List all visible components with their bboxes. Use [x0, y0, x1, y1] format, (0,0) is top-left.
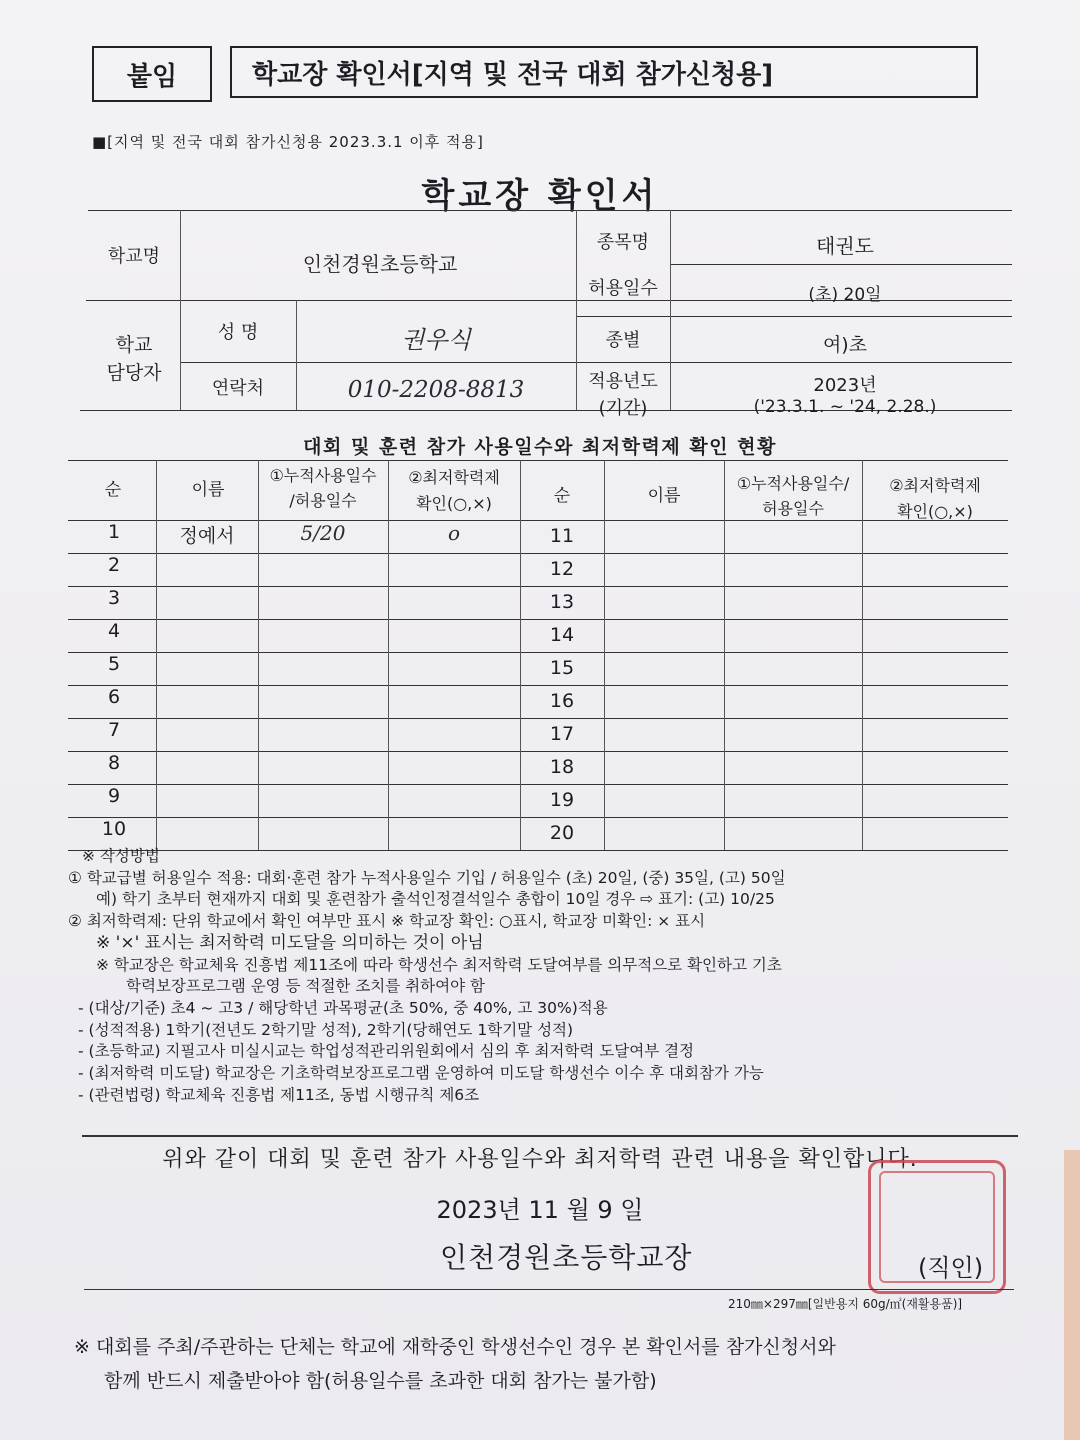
header-days: ①누적사용일수/	[736, 474, 850, 493]
row-number: 8	[107, 752, 121, 774]
header-academic: ②최저학력제	[408, 468, 500, 487]
rule	[68, 652, 1008, 653]
header-academic: ②최저학력제	[889, 476, 981, 495]
header-days: ①누적사용일수	[269, 466, 377, 485]
submission-footnote	[74, 1330, 994, 1398]
period-value: ('23.3.1. ~ '24, 2.28.)	[753, 397, 937, 417]
contact-label: 연락처	[211, 378, 265, 399]
row-days: 5/20	[300, 521, 346, 545]
confirmation-date: 2023년 11 월 9 일	[436, 1196, 644, 1224]
name-label: 성 명	[217, 322, 259, 343]
writing-instructions	[68, 846, 1028, 1106]
rule	[576, 210, 577, 410]
row-number: 13	[549, 591, 575, 613]
header-days: 허용일수	[762, 499, 824, 518]
confirmation-statement: 위와 같이 대회 및 훈련 참가 사용일수와 최저학력 관련 내용을 확인합니다.	[162, 1147, 918, 1172]
header-name: 이름	[191, 480, 225, 500]
header-academic: 확인(○,×)	[897, 502, 973, 521]
allowed-days-label: 허용일수	[588, 278, 658, 299]
note-line: ② 최저학력제: 단위 학교에서 확인 여부만 표시 ※ 학교장 확인: ○표시, 학교장 미확인: × 표시	[68, 912, 706, 931]
manager-name: 권우식	[401, 326, 471, 354]
note-line: ① 학교급별 허용일수 적용: 대회·훈련 참가 누적사용일수 기입 / 허용일수 (초) 20일, (중) 35일, (고) 50일	[68, 868, 786, 887]
manager-label: 학교	[115, 334, 153, 356]
row-name: 정예서	[179, 525, 235, 547]
note-line: ※ 학교장은 학교체육 진흥법 제11조에 따라 학생선수 최저학력 도달여부를 의무적으로 확인하고 기초	[96, 955, 782, 974]
rule	[68, 586, 1008, 587]
rule	[68, 817, 1008, 818]
school-label: 학교명	[107, 246, 161, 267]
rule	[84, 1289, 1014, 1290]
row-number: 10	[101, 818, 127, 840]
header-title: 학교장 확인서[지역 및 전국 대회 참가신청용]	[230, 46, 978, 98]
row-number: 1	[107, 521, 121, 543]
attachment-tag: 붙임	[92, 46, 212, 102]
rule	[258, 460, 259, 850]
note-line: - (최저학력 미도달) 학교장은 기초학력보장프로그램 운영하여 미도달 학생선수 이수 후 대회참가 가능	[78, 1064, 764, 1083]
row-number: 7	[107, 719, 121, 741]
category-label: 종별	[605, 330, 641, 351]
row-number: 16	[549, 690, 575, 712]
note-line: - (관련법령) 학교체육 진흥법 제11조, 동법 시행규칙 제6조	[78, 1085, 480, 1104]
header-days: /허용일수	[289, 491, 357, 510]
footnote-line: 함께 반드시 제출받아야 함(허용일수를 초과한 대회 참가는 불가함)	[104, 1370, 657, 1392]
row-number: 15	[549, 657, 575, 679]
row-check: o	[447, 521, 461, 545]
row-number: 9	[107, 785, 121, 807]
note-line: 예) 학기 초부터 현재까지 대회 및 훈련참가 출석인정결석일수 총합이 10일 경우 ⇨ 표기: (고) 10/25	[96, 890, 775, 909]
rule	[68, 685, 1008, 686]
row-number: 6	[107, 686, 121, 708]
note-line: ※ '×' 표시는 최저학력 미도달을 의미하는 것이 아님	[96, 932, 484, 953]
header-name: 이름	[647, 486, 681, 506]
rule	[388, 460, 389, 850]
applicability-note: ■[지역 및 전국 대회 참가신청용 2023.3.1 이후 적용]	[92, 133, 484, 151]
note-line: - (초등학교) 지필고사 미실시교는 학업성적관리위원회에서 심의 후 최저학력 도달여부 결정	[78, 1042, 695, 1061]
contact-value: 010-2208-8813	[347, 377, 525, 403]
row-number: 11	[549, 525, 575, 547]
year-label: 적용년도	[588, 371, 658, 392]
paper-size-note: 210㎜×297㎜[일반용지 60g/㎡(재활용품)]	[728, 1297, 963, 1311]
row-number: 2	[107, 554, 121, 576]
header-order: 순	[553, 486, 571, 506]
header-order: 순	[104, 480, 122, 500]
row-number: 3	[107, 587, 121, 609]
section-title: 대회 및 훈련 참가 사용일수와 최저학력제 확인 현황	[303, 436, 777, 458]
rule	[576, 316, 1012, 317]
row-number: 18	[549, 756, 575, 778]
sport-label: 종목명	[596, 232, 650, 253]
header-academic: 확인(○,×)	[416, 494, 492, 513]
rule	[156, 460, 157, 850]
seal-label: (직인)	[918, 1254, 984, 1282]
rule	[68, 619, 1008, 620]
rule	[68, 784, 1008, 785]
rule	[68, 553, 1008, 554]
allowed-days-value: (초) 20일	[808, 285, 882, 305]
sport-value: 태권도	[816, 234, 874, 258]
year-label: (기간)	[598, 398, 648, 419]
row-number: 5	[107, 653, 121, 675]
rule	[180, 362, 1012, 363]
rule	[520, 460, 521, 850]
row-number: 4	[107, 620, 121, 642]
rule	[296, 300, 297, 410]
note-line: 학력보장프로그램 운영 등 적절한 조치를 취하여야 함	[126, 977, 485, 996]
school-value: 인천경원초등학교	[302, 252, 458, 276]
rule	[670, 210, 671, 410]
rule	[68, 718, 1008, 719]
footnote-line: ※ 대회를 주최/주관하는 단체는 학교에 재학중인 학생선수인 경우 본 확인서를 참가신청서와	[74, 1336, 836, 1358]
year-value: 2023년	[813, 375, 877, 396]
row-number: 14	[549, 624, 575, 646]
rule	[68, 751, 1008, 752]
rule	[88, 210, 1012, 211]
row-number: 17	[549, 723, 575, 745]
principal-name: 인천경원초등학교장	[440, 1241, 693, 1274]
notes-heading: ※ 작성방법	[82, 847, 160, 865]
category-value: 여)초	[822, 334, 868, 356]
note-line: - (성적적용) 1학기(전년도 2학기말 성적), 2학기(당해연도 1학기말 성적)	[78, 1020, 574, 1039]
row-number: 12	[549, 558, 575, 580]
rule	[180, 210, 181, 410]
note-line: - (대상/기준) 초4 ~ 고3 / 해당학년 과목평균(초 50%, 중 40%, 고 30%)적용	[78, 998, 608, 1017]
row-number: 20	[549, 822, 575, 844]
manager-label: 담당자	[106, 362, 162, 384]
rule	[82, 1135, 1018, 1137]
document-title: 학교장 확인서	[421, 176, 659, 216]
row-number: 19	[549, 789, 575, 811]
rule	[604, 460, 605, 850]
rule	[68, 460, 1008, 461]
rule	[670, 264, 1012, 265]
